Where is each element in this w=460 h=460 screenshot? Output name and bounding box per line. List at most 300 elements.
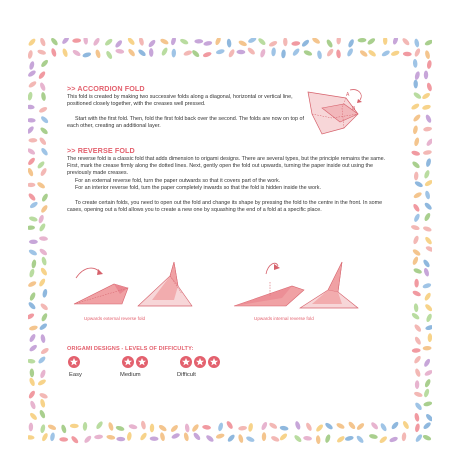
leaf-shape (114, 39, 123, 49)
leaf-shape (356, 422, 366, 431)
leaf-shape (36, 160, 45, 169)
leaf-shape (414, 71, 421, 81)
leaf-shape (28, 216, 38, 223)
easy-star-icon (68, 356, 80, 368)
leaf-shape (226, 38, 231, 47)
leaf-shape (37, 378, 47, 386)
leaf-shape (28, 38, 37, 47)
leaf-shape (39, 392, 49, 399)
leaf-shape (36, 181, 46, 190)
leaf-shape (414, 433, 423, 443)
leaf-shape (412, 248, 422, 257)
leaf-shape (47, 424, 57, 432)
leaf-shape (225, 420, 234, 430)
leaf-shape (50, 48, 57, 58)
leaf-shape (260, 421, 268, 431)
leaf-shape (38, 214, 45, 224)
leaf-shape (28, 192, 37, 201)
leaf-shape (28, 312, 35, 320)
leaf-shape (28, 358, 36, 363)
leaf-shape (422, 434, 432, 442)
leaf-shape (50, 432, 56, 441)
leaf-shape (357, 38, 366, 43)
leaf-shape (183, 50, 193, 57)
leaf-shape (424, 378, 432, 388)
leaf-shape (184, 423, 190, 432)
leaf-shape (262, 432, 267, 441)
leaf-shape (412, 203, 421, 213)
leaf-shape (40, 59, 49, 68)
difficulty-medium-label: Medium (120, 372, 141, 378)
leaf-shape (40, 147, 49, 157)
leaf-shape (413, 191, 423, 199)
leaf-shape (422, 421, 432, 430)
leaf-shape (413, 355, 422, 365)
leaf-shape (422, 259, 431, 269)
leaf-shape (423, 212, 431, 222)
leaf-shape (40, 115, 49, 124)
leaf-shape (270, 435, 280, 443)
leaf-shape (140, 420, 146, 430)
leaf-shape (28, 301, 37, 310)
leaf-shape (228, 48, 236, 58)
leaf-shape (42, 289, 48, 299)
leaf-shape (411, 150, 421, 157)
difficult-star-icon-1 (180, 356, 192, 368)
leaf-shape (305, 422, 313, 432)
leaf-shape (41, 193, 49, 203)
leaf-shape (317, 50, 323, 59)
leaf-shape (414, 423, 420, 433)
leaf-shape (412, 235, 419, 245)
leaf-shape (227, 434, 236, 443)
leaf-shape (202, 425, 211, 431)
leaf-shape (38, 106, 48, 114)
reverse-fold-paragraph-1: The reverse fold is a classic fold that adds dimension to origami designs. There are several types, but the principle remains the same. First, mark the crease firmly along the dotted lines. Next, gently open the fold out upwards, turning the paper inside out using the previously made creases. (67, 156, 386, 177)
leaf-shape (424, 39, 432, 47)
leaf-shape (29, 423, 34, 432)
leaf-shape (381, 49, 391, 57)
leaf-shape (247, 46, 256, 55)
leaf-shape (205, 434, 215, 443)
leaf-shape (214, 38, 221, 46)
leaf-shape (390, 421, 399, 430)
leaf-shape (238, 425, 247, 430)
leaf-shape (38, 248, 48, 257)
leaf-shape (336, 49, 341, 58)
leaf-shape (28, 344, 38, 353)
leaf-shape (379, 435, 389, 444)
leaf-shape (423, 126, 432, 132)
leaf-shape (29, 368, 34, 377)
leaf-shape (428, 333, 432, 342)
leaf-shape (41, 432, 49, 442)
leaf-shape (39, 38, 46, 47)
leaf-shape (414, 368, 421, 378)
leaf-shape (158, 424, 168, 433)
leaf-shape (346, 47, 354, 57)
leaf-shape (37, 355, 46, 364)
leaf-shape (356, 435, 365, 444)
leaf-shape (28, 248, 38, 256)
leaf-shape (28, 125, 35, 135)
leaf-shape (370, 421, 379, 430)
leaf-shape (192, 432, 201, 442)
leaf-shape (28, 167, 34, 177)
leaf-shape (82, 52, 92, 59)
leaf-shape (413, 137, 420, 147)
leaf-shape (108, 422, 115, 432)
leaf-shape (425, 313, 432, 323)
external-reverse-fold-caption: Upwards external reverse fold (84, 316, 146, 321)
leaf-shape (29, 292, 37, 302)
leaf-shape (28, 157, 36, 166)
leaf-shape (245, 435, 255, 443)
difficult-star-icon-2 (194, 356, 206, 368)
external-reverse-fold-illustration (70, 258, 200, 318)
leaf-shape (149, 48, 154, 57)
leaf-shape (422, 104, 432, 111)
leaf-shape (413, 267, 423, 274)
leaf-shape (413, 323, 422, 333)
leaf-shape (413, 59, 418, 68)
leaf-shape (171, 432, 181, 440)
leaf-shape (160, 47, 168, 57)
leaf-shape (138, 38, 144, 46)
leaf-shape (217, 422, 224, 432)
leaf-shape (106, 434, 115, 440)
leaf-shape (191, 423, 200, 433)
leaf-shape (38, 278, 46, 288)
leaf-shape (38, 70, 47, 80)
leaf-shape (301, 39, 310, 48)
leaf-shape (194, 39, 203, 44)
leaf-shape (326, 48, 335, 58)
accordion-fold-paragraph-2: Start with the first fold. Then, fold the first fold back over the second. The folds are now on top of each other, creating an additional layer. (67, 116, 305, 130)
leaf-shape (411, 160, 421, 169)
leaf-shape (425, 324, 432, 331)
leaf-shape (303, 49, 313, 56)
leaf-shape (291, 41, 300, 46)
leaf-shape (150, 424, 155, 433)
leaf-shape (38, 136, 47, 146)
leaf-shape (127, 48, 136, 58)
leaf-shape (191, 49, 200, 58)
leaf-shape (425, 114, 432, 124)
leaf-shape (28, 280, 37, 288)
accordion-fold-illustration (302, 84, 372, 148)
leaf-shape (28, 377, 35, 387)
leaf-shape (72, 38, 81, 43)
leaf-shape (366, 38, 376, 46)
leaf-shape (171, 49, 176, 58)
leaf-shape (336, 422, 346, 430)
leaf-shape (423, 346, 432, 351)
leaf-shape (39, 126, 49, 135)
leaf-shape (215, 48, 225, 55)
leaf-shape (61, 38, 70, 45)
medium-star-icon-2 (136, 356, 148, 368)
leaf-shape (238, 434, 245, 444)
accordion-fold-heading: >> ACCORDION FOLD (67, 84, 145, 93)
leaf-shape (414, 180, 424, 188)
leaf-shape (115, 425, 125, 432)
leaf-shape (215, 433, 225, 440)
leaf-shape (39, 167, 47, 177)
leaf-shape (413, 303, 418, 312)
leaf-shape (105, 50, 113, 60)
leaf-shape (83, 422, 88, 431)
leaf-shape (426, 82, 432, 92)
leaf-shape (116, 437, 125, 442)
leaf-shape (336, 38, 341, 45)
leaf-shape (29, 240, 38, 244)
leaf-shape (137, 48, 147, 57)
leaf-shape (421, 92, 431, 100)
svg-text:B: B (352, 106, 356, 112)
leaf-shape (281, 49, 286, 58)
svg-text:A: A (346, 92, 350, 98)
leaf-shape (403, 51, 412, 56)
leaf-shape (424, 202, 432, 211)
leaf-shape (40, 334, 46, 343)
leaf-shape (183, 432, 189, 442)
leaf-shape (28, 138, 37, 143)
difficulty-easy-label: Easy (69, 372, 82, 378)
leaf-shape (414, 171, 419, 180)
leaf-shape (413, 391, 423, 398)
leaf-shape (423, 292, 431, 302)
leaf-shape (414, 48, 422, 58)
leaf-shape (127, 38, 136, 46)
leaf-shape (95, 49, 102, 59)
leaf-shape (39, 82, 46, 92)
accordion-fold-paragraph-1: This fold is created by making two successive folds along a diagonal, horizontal or vertical line, positioned closely together, with the creases well pressed. (67, 94, 293, 108)
leaf-shape (423, 358, 431, 368)
leaf-shape (39, 398, 46, 408)
leaf-shape (39, 302, 49, 311)
leaf-shape (292, 47, 301, 57)
leaf-shape (29, 325, 39, 332)
leaf-shape (28, 147, 36, 156)
leaf-shape (29, 201, 39, 210)
leaf-shape (259, 48, 266, 58)
leaf-shape (423, 388, 430, 398)
leaf-shape (412, 290, 422, 298)
leaf-shape (414, 279, 418, 288)
difficulty-icons (66, 354, 256, 370)
difficult-star-icon-3 (208, 356, 220, 368)
leaf-shape (422, 226, 432, 233)
leaf-shape (202, 51, 212, 58)
leaf-shape (126, 432, 132, 441)
leaf-shape (147, 39, 156, 48)
leaf-shape (83, 435, 92, 444)
leaf-shape (70, 424, 79, 429)
leaf-shape (424, 303, 432, 312)
leaf-shape (248, 423, 254, 432)
leaf-shape (39, 236, 48, 241)
leaf-shape (39, 369, 46, 379)
difficulty-heading: ORIGAMI DESIGNS - LEVELS OF DIFFICULTY: (67, 346, 194, 352)
leaf-shape (325, 39, 333, 49)
reverse-fold-paragraph-4: To create certain folds, you need to open out the fold and change its shape by pressing the fold to the centre in the front. In some cases, opening out a fold allows you to create a new one by squashing the end of a fold at a specific place. (67, 200, 383, 214)
leaf-shape (59, 437, 68, 442)
leaf-shape (424, 50, 430, 60)
leaf-shape (425, 158, 432, 168)
leaf-shape (424, 236, 432, 246)
leaf-shape (415, 380, 420, 389)
leaf-shape (40, 424, 46, 434)
leaf-shape (37, 49, 47, 56)
leaf-shape (28, 333, 36, 343)
leaf-shape (268, 40, 278, 48)
leaf-shape (324, 422, 334, 431)
leaf-shape (28, 390, 36, 400)
leaf-shape (279, 425, 288, 431)
leaf-shape (40, 312, 48, 322)
leaf-shape (60, 424, 67, 434)
leaf-shape (41, 92, 47, 101)
leaf-shape (28, 80, 37, 89)
medium-star-icon-1 (122, 356, 134, 368)
leaf-shape (336, 435, 346, 444)
leaf-shape (159, 432, 165, 442)
leaf-shape (369, 433, 379, 439)
leaf-shape (423, 401, 432, 407)
leaf-shape (410, 102, 420, 110)
leaf-shape (92, 38, 101, 47)
difficulty-difficult-label: Difficult (177, 372, 196, 378)
leaf-shape (344, 435, 354, 441)
leaf-shape (401, 432, 406, 441)
leaf-shape (389, 436, 399, 443)
leaf-shape (422, 282, 432, 289)
leaf-shape (28, 118, 36, 123)
leaf-shape (413, 213, 421, 223)
leaf-shape (425, 137, 432, 147)
leaf-shape (324, 434, 331, 444)
leaf-shape (83, 38, 88, 45)
leaf-shape (271, 47, 276, 56)
leaf-shape (29, 412, 38, 421)
leaf-shape (401, 38, 410, 46)
leaf-shape (28, 50, 33, 60)
leaf-shape (316, 435, 321, 444)
leaf-shape (62, 48, 69, 58)
leaf-shape (159, 38, 169, 46)
leaf-shape (28, 225, 35, 230)
leaf-shape (70, 435, 79, 444)
leaf-shape (424, 369, 432, 377)
leaf-shape (424, 71, 428, 80)
leaf-shape (414, 336, 422, 346)
leaf-shape (170, 38, 177, 46)
internal-reverse-fold-illustration (226, 254, 366, 320)
leaf-shape (28, 183, 35, 188)
leaf-shape (392, 38, 399, 45)
leaf-shape (31, 259, 37, 268)
leaf-shape (139, 432, 148, 442)
leaf-shape (425, 245, 432, 253)
leaf-shape (425, 413, 432, 422)
leaf-shape (95, 420, 104, 430)
leaf-shape (29, 61, 36, 71)
leaf-shape (294, 421, 301, 431)
leaf-shape (179, 38, 189, 46)
leaf-shape (412, 113, 421, 122)
leaf-shape (28, 104, 35, 109)
leaf-shape (39, 409, 47, 419)
leaf-shape (414, 401, 423, 411)
leaf-shape (29, 400, 36, 410)
reverse-fold-paragraph-2: For an external reverse fold, turn the paper outwards so that it covers part of the work. (75, 178, 281, 184)
leaf-shape (38, 222, 46, 232)
leaf-shape (402, 420, 410, 430)
leaf-shape (411, 312, 421, 321)
leaf-shape (412, 125, 418, 135)
leaf-shape (41, 256, 48, 266)
leaf-shape (236, 50, 245, 55)
leaf-shape (283, 38, 288, 46)
leaf-shape (423, 267, 430, 277)
leaf-shape (50, 38, 59, 46)
leaf-shape (28, 69, 37, 78)
reverse-fold-paragraph-3: For an interior reverse fold, turn the paper completely inwards so that the fold is hidden inside the work. (75, 185, 322, 191)
leaf-shape (390, 50, 400, 57)
reverse-fold-heading: >> REVERSE FOLD (67, 146, 135, 155)
leaf-shape (311, 38, 321, 45)
leaf-shape (303, 436, 312, 441)
leaf-shape (423, 169, 430, 179)
leaf-shape (424, 179, 432, 187)
leaf-shape (203, 40, 212, 46)
leaf-shape (423, 150, 432, 156)
leaf-shape (170, 424, 179, 433)
leaf-shape (367, 49, 377, 58)
leaf-shape (412, 348, 421, 353)
leaf-shape (383, 38, 387, 45)
leaf-shape (247, 38, 257, 44)
internal-reverse-fold-caption: Upwards internal reverse fold (254, 316, 314, 321)
leaf-shape (40, 204, 49, 214)
leaf-shape (115, 48, 124, 54)
leaf-shape (293, 434, 302, 443)
leaf-shape (72, 49, 82, 57)
leaf-shape (424, 190, 430, 200)
leaf-shape (379, 422, 387, 432)
leaf-shape (347, 38, 355, 48)
leaf-shape (40, 267, 49, 277)
leaf-shape (104, 38, 114, 47)
leaf-shape (28, 435, 35, 440)
leaf-shape (410, 224, 420, 231)
leaf-shape (28, 91, 33, 100)
leaf-shape (412, 256, 420, 266)
leaf-shape (38, 322, 48, 331)
leaf-shape (426, 60, 432, 69)
leaf-shape (347, 421, 356, 431)
leaf-shape (94, 434, 103, 439)
leaf-shape (414, 413, 420, 423)
leaf-shape (128, 424, 138, 430)
leaf-shape (414, 38, 420, 48)
leaf-shape (29, 268, 36, 278)
leaf-shape (413, 91, 423, 100)
leaf-shape (268, 422, 278, 430)
leaf-shape (257, 38, 266, 46)
leaf-shape (238, 40, 248, 48)
